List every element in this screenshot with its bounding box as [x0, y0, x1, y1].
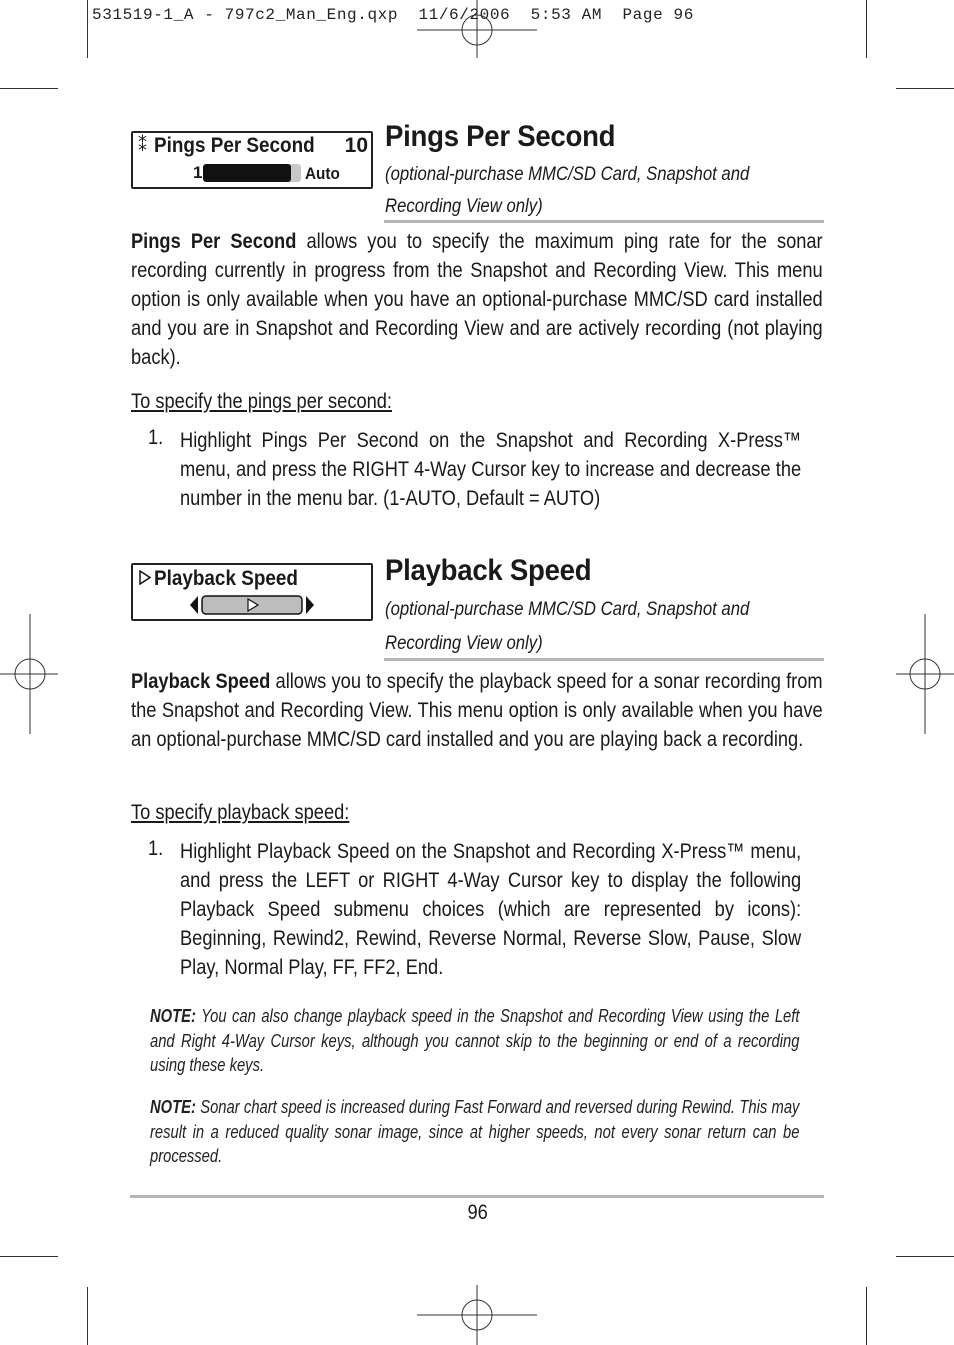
note-label: NOTE: — [150, 1097, 196, 1117]
crop-mark-top-left-v — [87, 0, 88, 58]
registration-mark-left-icon — [0, 614, 60, 734]
crop-mark-top-left-h — [0, 88, 58, 89]
file-slug: 531519-1_A - 797c2_Man_Eng.qxp 11/6/2006 5:53 AM Page 96 — [92, 6, 694, 24]
menu-title: Playback Speed — [154, 567, 298, 590]
procedure-title: To specify the pings per second: — [131, 390, 393, 413]
crop-mark-bottom-right-h — [896, 1256, 954, 1257]
step-text: Highlight Pings Per Second on the Snapshot and Recording X-Press™ menu, and press the RIGHT 4-Way Cursor key to increase and decrease the number in the menu bar. (1-AUTO, Default = AUTO) — [180, 429, 802, 510]
intro-term: Pings Per Second — [131, 230, 297, 253]
crop-mark-bottom-right-v — [866, 1287, 867, 1345]
section-subhead-line2: Recording View only) — [385, 196, 543, 217]
menu-value: 10 — [344, 134, 368, 157]
crop-mark-top-right-v — [866, 0, 867, 58]
note-paragraph — [150, 1095, 799, 1169]
selected-arrow-icon — [139, 570, 151, 585]
intro-text: allows you to specify the maximum ping rate for the sonar recording currently in progress from the Snapshot and Recording View. This menu option is only available when you have an optional-purchase MMC/SD card installed and you are in Snapshot and Recording View and are actively recording (not playing back). — [131, 230, 823, 369]
step-number: 1. — [148, 837, 164, 860]
playback-speed-menu-graphic — [131, 563, 373, 621]
crop-mark-bottom-left-v — [87, 1287, 88, 1345]
crop-mark-top-right-h — [896, 88, 954, 89]
menu-title: Pings Per Second — [154, 134, 315, 157]
note-text: Sonar chart speed is increased during Fast Forward and reversed during Rewind. This may result in a reduced quality sonar image, since at higher speeds, not every sonar return can be processed. — [150, 1097, 800, 1166]
slider-fill — [203, 164, 291, 182]
intro-text: allows you to specify the playback speed for a sonar recording from the Snapshot and Recording View. This menu option is only available when you have an optional-purchase MMC/SD card installed and you are playing back a recording. — [131, 670, 823, 751]
section-subhead-line1: (optional-purchase MMC/SD Card, Snapshot and — [385, 599, 750, 620]
step-text: Highlight Playback Speed on the Snapshot and Recording X-Press™ menu, and press the LEFT or RIGHT 4-Way Cursor key to display the following Playback Speed submenu choices (which are represented by icons): Beginning, Rewind2, Rewind, Reverse Normal, Reverse Slow, Pause, Slow Play, Normal Play, FF, FF2, End. — [180, 840, 802, 979]
section-heading-pings-per-second: Pings Per Second — [385, 120, 616, 153]
registration-mark-bottom-icon — [417, 1285, 537, 1345]
slider-max-label: Auto — [305, 164, 340, 183]
section-subhead-line2: Recording View only) — [385, 633, 543, 654]
note-label: NOTE: — [150, 1006, 196, 1026]
sonar-wave-icon: ⁑ — [138, 135, 147, 155]
section-rule — [384, 220, 824, 223]
playback-speed-control-icon — [189, 594, 315, 616]
section-rule — [384, 658, 824, 661]
footer-rule — [130, 1195, 824, 1198]
intro-term: Playback Speed — [131, 670, 271, 693]
registration-mark-right-icon — [896, 614, 954, 734]
section-subhead-line1: (optional-purchase MMC/SD Card, Snapshot and — [385, 164, 750, 185]
step-number: 1. — [148, 426, 164, 449]
intro-paragraph — [131, 227, 823, 372]
pings-per-second-menu-graphic — [131, 131, 373, 189]
slider-min-label: 1 — [193, 163, 203, 182]
intro-paragraph — [131, 667, 823, 754]
note-paragraph — [150, 1004, 799, 1078]
page-number: 96 — [467, 1201, 488, 1224]
crop-mark-bottom-left-h — [0, 1256, 58, 1257]
registration-mark-top-icon — [417, 0, 537, 60]
procedure-title: To specify playback speed: — [131, 801, 350, 824]
note-text: You can also change playback speed in the Snapshot and Recording View using the Left and Right 4-Way Cursor keys, although you cannot skip to the beginning or end of a recording using these keys. — [150, 1006, 800, 1075]
slider-track — [203, 164, 301, 182]
section-heading-playback-speed: Playback Speed — [385, 554, 592, 587]
